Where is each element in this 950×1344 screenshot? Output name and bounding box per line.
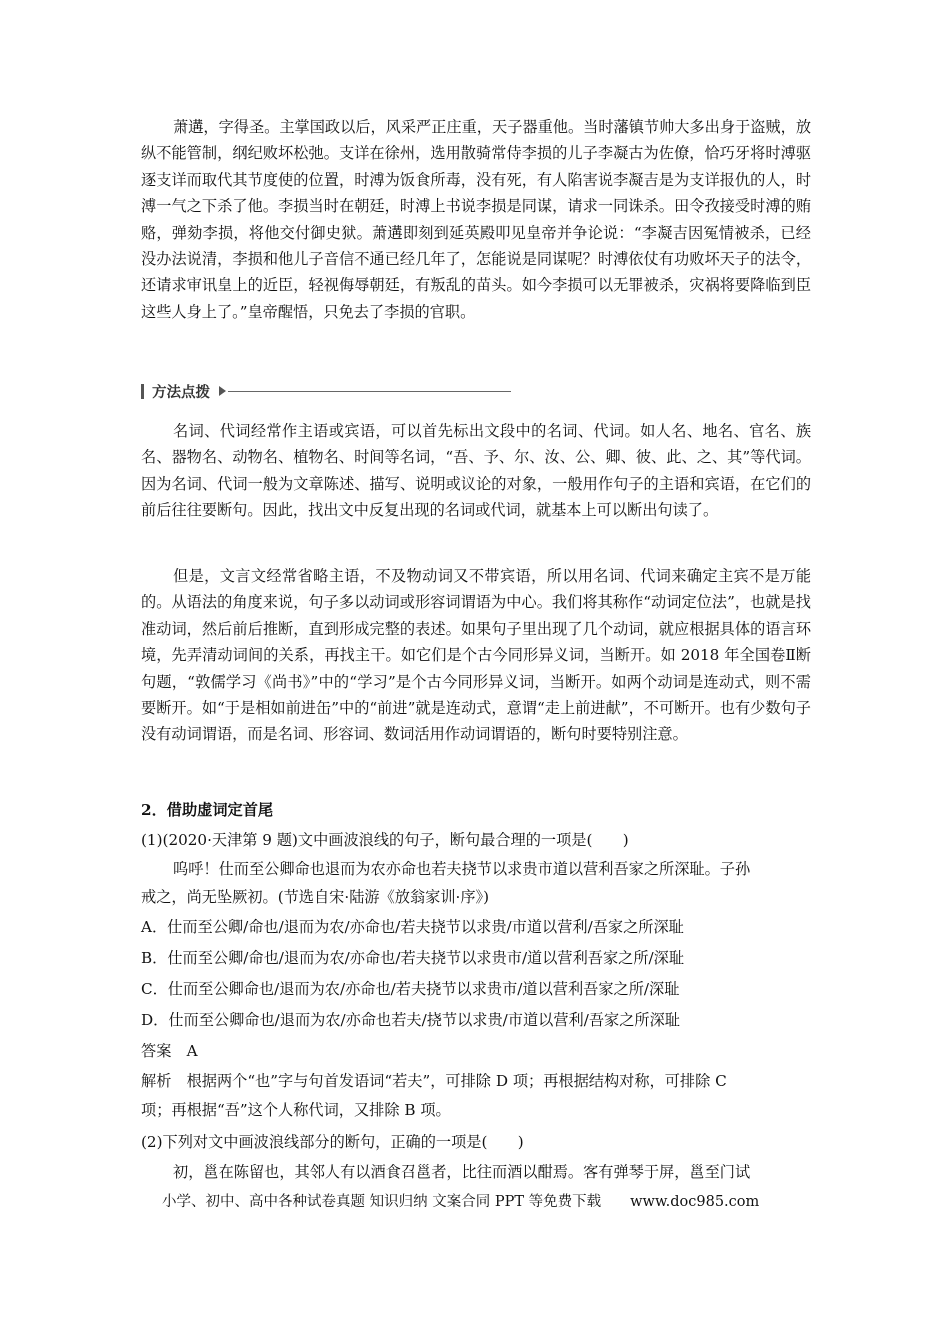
section-heading-label: 方法点拨 xyxy=(152,384,210,401)
q1-analysis-line-1: 解析 根据两个“也”字与句首发语词“若夫”，可排除 D 项；再根据结构对称，可排除 C xyxy=(141,1072,727,1090)
heading-rule xyxy=(228,391,511,392)
q1-passage-line-2: 戒之，尚无坠厥初。(节选自宋·陆游《放翁家训·序》) xyxy=(141,888,490,906)
q1-passage-line-1: 呜呼！仕而至公卿命也退而为农亦命也若夫挠节以求贵市道以营利吾家之所深耻。子孙 xyxy=(173,860,751,878)
q2-prompt: (2)下列对文中画波浪线部分的断句，正确的一项是( ) xyxy=(141,1133,524,1151)
method-paragraph-1: 名词、代词经常作主语或宾语，可以首先标出文段中的名词、代词。如人名、地名、官名、族名、器物名、动物名、植物名、时间等名词，“吾、予、尔、汝、公、卿、彼、此、之、其”等代词。因为名词、代词一般为文章陈述、描写、说明或议论的对象，一般用作句子的主语和宾语，在它们的前后往往要断句。因此，找出文中反复出现的名词或代词，就基本上可以断出句读了。 xyxy=(141,422,811,520)
section-heading xyxy=(141,378,511,404)
arrow-right-icon xyxy=(219,386,226,396)
subsection-title: 2．借助虚词定首尾 xyxy=(141,801,274,819)
q1-option-a: A．仕而至公卿/命也/退而为农/亦命也/若夫挠节以求贵/市道以营利/吾家之所深耻 xyxy=(141,918,684,936)
page-footer: 小学、初中、高中各种试卷真题 知识归纳 文案合同 PPT 等免费下载 www.doc985.com xyxy=(162,1194,760,1210)
q1-answer: 答案 A xyxy=(141,1042,198,1060)
q1-option-c: C．仕而至公卿命也/退而为农/亦命也/若夫挠节以求贵市/道以营利吾家之所/深耻 xyxy=(141,980,680,998)
method-paragraph-2: 但是，文言文经常省略主语，不及物动词又不带宾语，所以用名词、代词来确定主宾不是万能的。从语法的角度来说，句子多以动词或形容词谓语为中心。我们将其称作“动词定位法”，也就是找准动词，然后前后推断，直到形成完整的表述。如果句子里出现了几个动词，就应根据具体的语言环境，先弄清动词间的关系，再找主干。如它们是个古今同形异义词，当断开。如 2018 年全国卷Ⅱ断句题，“敦儒学习《尚书》”中的“学习”是个古今同形异义词，当断开。如两个动词是连动式，则不需要断开。如“于是相如前进缶”中的“前进”就是连动式，意谓“走上前进献”，不可断开。也有少数句子没有动词谓语，而是名词、形容词、数词活用作动词谓语的，断句时要特别注意。 xyxy=(141,567,811,744)
q1-analysis-line-2: 项；再根据“吾”这个人称代词，又排除 B 项。 xyxy=(141,1101,451,1119)
q1-option-d: D．仕而至公卿命也/退而为农/亦命也若夫/挠节以求贵/市道以营利/吾家之所深耻 xyxy=(141,1011,680,1029)
q1-option-b: B．仕而至公卿/命也/退而为农/亦命也/若夫挠节以求贵市/道以营利吾家之所/深耻 xyxy=(141,949,685,967)
q1-prompt: (1)(2020·天津第 9 题)文中画波浪线的句子，断句最合理的一项是( ) xyxy=(141,831,629,849)
intro-paragraph: 萧遘，字得圣。主掌国政以后，风采严正庄重，天子器重他。当时藩镇节帅大多出身于盗贼，放纵不能管制，纲纪败坏松弛。支详在徐州，选用散骑常侍李损的儿子李凝古为佐僚，恰巧牙将时溥驱逐支详而取代其节度使的位置，时溥为饭食所毒，没有死，有人陷害说李凝吉是为支详报仇的人，时溥一气之下杀了他。李损当时在朝廷，时溥上书说李损是同谋，请求一同诛杀。田令孜接受时溥的贿赂，弹劾李损，将他交付御史狱。萧遘即刻到延英殿叩见皇帝并争论说：“李凝吉因冤情被杀，已经没办法说清，李损和他儿子音信不通已经几年了，怎能说是同谋呢？时溥依仗有功败坏天子的法令，还请求审讯皇上的近臣，轻视侮辱朝廷，有叛乱的苗头。如今李损可以无罪被杀，灾祸将要降临到臣这些人身上了。”皇帝醒悟，只免去了李损的官职。 xyxy=(141,118,811,321)
q2-passage-line-1: 初，邕在陈留也，其邻人有以酒食召邕者，比往而酒以酣焉。客有弹琴于屏，邕至门试 xyxy=(173,1163,751,1181)
heading-bar xyxy=(141,384,144,399)
